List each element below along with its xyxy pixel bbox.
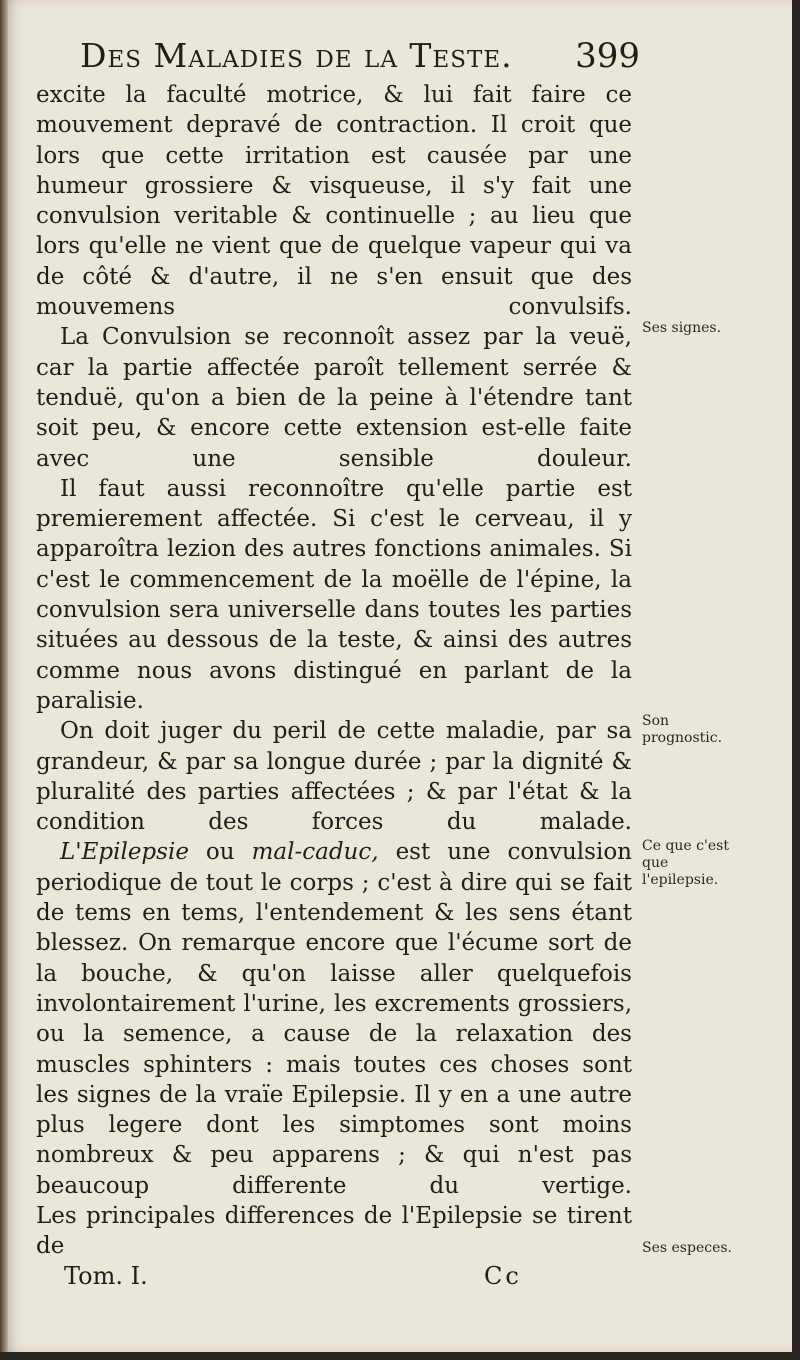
paragraph-continuation: excite la faculté motrice, & lui fait faire ce mouvement depravé de contraction. Il croit que lors que cette irritation est causée par une humeur grossiere & visqueuse, il s'y fait une convulsion veritable & continuelle ; au lieu que lors qu'elle ne vient que de quelque vapeur qui va de côté & d'autre, il ne s'en ensuit que des mouvemens convulsifs. bbox=[36, 82, 632, 321]
paragraph-epilepsy: L'Epilepsie ou mal-caduc, est une convulsion periodique de tout le corps ; c'est à dire qui se fait de tems en tems, l'entendement & les sens étant blessez. On remarque encore que l'écume sort de la bouche, & qu'on laisse aller quelquefois involontairement l'urine, les excrements grossiers, ou la semence, a cause de la relaxation des muscles sphinters : mais toutes ces choses sont les signes de la vraïe Epilepsie. Il y en a une autre plus legere dont les simptomes sont moins nombreux & peu apparens ; & qui n'est pas beaucoup differente du vertige. bbox=[36, 839, 632, 1199]
margin-note-epilepsie: Ce que c'est que l'epilepsie. bbox=[642, 838, 729, 888]
running-title: Des Maladies de la Teste. bbox=[80, 36, 513, 75]
term-mal-caduc: mal-caduc, bbox=[251, 839, 379, 866]
paragraph-affected-part: Il faut aussi reconnoître qu'elle partie est premierement affectée. Si c'est le cerveau, il y apparoîtra lezion des autres fonctions animales. Si c'est le commencement de la moëlle de l'épine, la convulsion sera universelle dans toutes les parties situées au dessous de la teste, & ainsi des autres comme nous avons distingué en parlant de la paralisie. bbox=[36, 475, 632, 714]
margin-note-signes: Ses signes. bbox=[642, 320, 722, 336]
term-epilepsie: L'Epilepsie bbox=[60, 839, 189, 866]
signature-mark: Cc bbox=[484, 1262, 522, 1290]
page-header bbox=[80, 36, 640, 86]
tome-label: Tom. I. bbox=[64, 1262, 148, 1290]
paragraph-prognostic: On doit juger du peril de cette maladie, par sa grandeur, & par sa longue durée ; par la dignité & pluralité des parties affectées ; & par l'état & la condition des forces du malade. bbox=[36, 718, 632, 836]
margin-note-prognostic: Son prognostic. bbox=[642, 713, 723, 746]
page-number: 399 bbox=[575, 36, 640, 76]
margin-note-especes: Ses especes. bbox=[642, 1240, 732, 1256]
paragraph-convulsion-signs: La Convulsion se reconnoît assez par la veuë, car la partie affectée paroît tellement serrée & tenduë, qu'on a bien de la peine à l'étendre tant soit peu, & encore cette extension est-elle faite avec une sensible douleur. bbox=[36, 324, 632, 472]
body-text bbox=[36, 80, 632, 1262]
page-footer bbox=[64, 1262, 544, 1298]
page-gutter bbox=[0, 0, 8, 1352]
paragraph-differences: Les principales differences de l'Epilepsie se tirent de bbox=[36, 1202, 632, 1260]
